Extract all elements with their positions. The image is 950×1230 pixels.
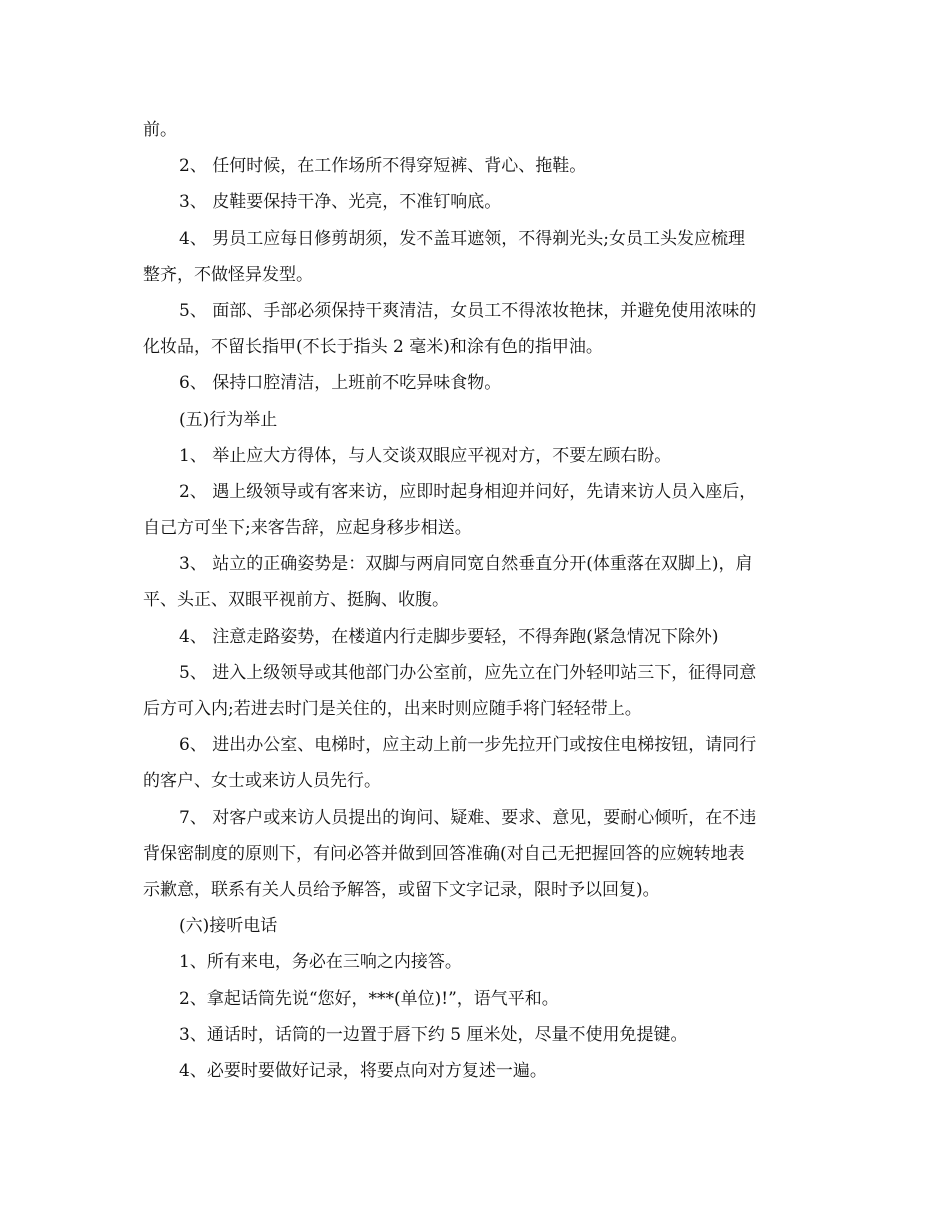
text-line: 化妆品，不留长指甲(不长于指头 2 毫米)和涂有色的指甲油。 xyxy=(143,337,603,358)
text-line: 背保密制度的原则下，有问必答并做到回答准确(对自己无把握回答的应婉转地表 xyxy=(143,843,745,864)
text-line: 整齐，不做怪异发型。 xyxy=(143,264,313,285)
document-body xyxy=(143,112,815,1089)
text-line: 5、 进入上级领导或其他部门办公室前，应先立在门外轻叩站三下，征得同意 xyxy=(179,662,757,683)
text-line: 前。 xyxy=(143,120,177,140)
text-line: 2、 任何时候，在工作场所不得穿短裤、背心、拖鞋。 xyxy=(179,156,587,177)
text-line: 5、 面部、手部必须保持干爽清洁，女员工不得浓妆艳抹，并避免使用浓味的 xyxy=(179,300,757,321)
text-line: 1、所有来电，务必在三响之内接答。 xyxy=(179,952,462,973)
text-line: 示歉意，联系有关人员给予解答，或留下文字记录，限时予以回复)。 xyxy=(143,879,660,900)
text-line: 4、必要时要做好记录，将要点向对方复述一遍。 xyxy=(179,1060,547,1081)
text-line: (五)行为举止 xyxy=(179,409,278,430)
text-line: 3、通话时，话筒的一边置于唇下约 5 厘米处，尽量不使用免提键。 xyxy=(179,1024,688,1045)
text-line: (六)接听电话 xyxy=(179,916,278,937)
text-line: 的客户、女士或来访人员先行。 xyxy=(143,771,381,792)
text-line: 平、头正、双眼平视前方、挺胸、收腹。 xyxy=(143,590,449,611)
text-line: 3、 站立的正确姿势是：双脚与两肩同宽自然垂直分开(体重落在双脚上)，肩 xyxy=(179,554,753,575)
text-line: 6、 保持口腔清洁，上班前不吃异味食物。 xyxy=(179,373,502,394)
text-line: 6、 进出办公室、电梯时，应主动上前一步先拉开门或按住电梯按钮，请同行 xyxy=(179,735,757,756)
text-line: 2、拿起话筒先说“您好，***(单位)!”，语气平和。 xyxy=(179,988,559,1009)
text-line: 4、 男员工应每日修剪胡须，发不盖耳遮领，不得剃光头;女员工头发应梳理 xyxy=(179,228,745,249)
text-line: 3、 皮鞋要保持干净、光亮，不准钉响底。 xyxy=(179,192,502,213)
text-line: 2、 遇上级领导或有客来访，应即时起身相迎并问好，先请来访人员入座后， xyxy=(179,481,757,502)
text-line: 1、 举止应大方得体，与人交谈双眼应平视对方，不要左顾右盼。 xyxy=(179,445,672,466)
text-line: 自己方可坐下;来客告辞，应起身移步相送。 xyxy=(143,518,472,539)
text-line: 后方可入内;若进去时门是关住的，出来时则应随手将门轻轻带上。 xyxy=(143,699,642,719)
text-line: 7、 对客户或来访人员提出的询问、疑难、要求、意见，要耐心倾听，在不违 xyxy=(179,807,757,828)
text-line: 4、 注意走路姿势，在楼道内行走脚步要轻，不得奔跑(紧急情况下除外) xyxy=(179,626,719,647)
